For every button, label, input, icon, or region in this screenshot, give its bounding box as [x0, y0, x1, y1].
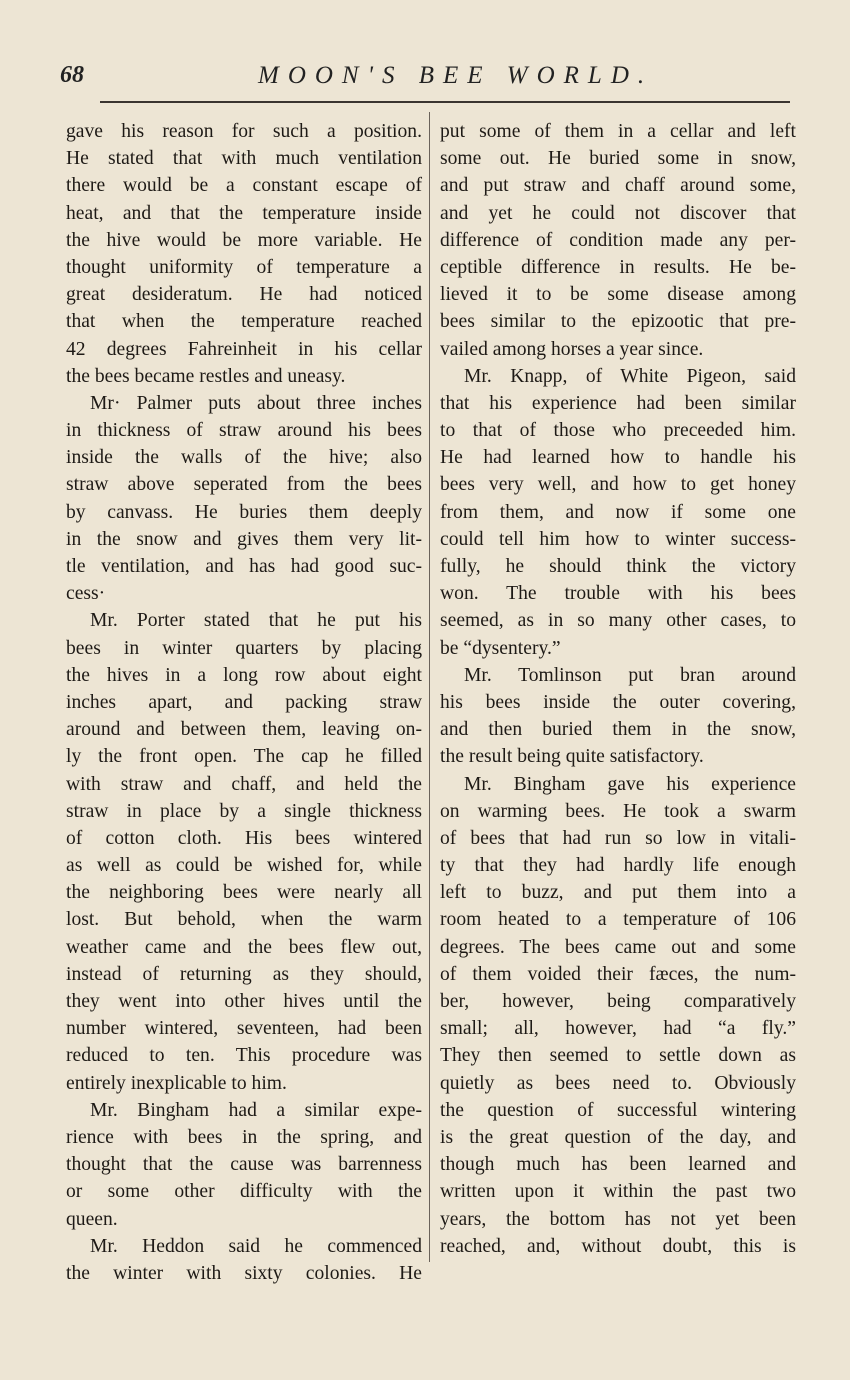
text-line: gave his reason for such a position. [66, 121, 422, 142]
text-line: Mr. Tomlinson put bran around [464, 664, 796, 686]
text-line: bees very well, and how to get honey [440, 474, 796, 496]
text-line: around and between them, leaving on- [66, 719, 422, 741]
text-line: small; all, however, had “a fly.” [440, 1018, 796, 1040]
text-line: thought that the cause was barrenness [66, 1154, 422, 1176]
text-line: is the great question of the day, and [440, 1126, 796, 1148]
text-line: thought uniformity of temperature a [66, 256, 422, 278]
text-line: Mr· Palmer puts about three inches [90, 392, 422, 414]
header-rule [100, 101, 790, 103]
text-line: bees similar to the epizootic that pre- [440, 311, 796, 333]
text-line: straw in place by a single thickness [66, 800, 422, 822]
text-line: tle ventilation, and has had good suc- [66, 556, 422, 577]
text-line: from them, and now if some one [440, 501, 796, 523]
text-line: and yet he could not discover that [440, 202, 796, 224]
text-line: lieved it to be some disease among [440, 284, 796, 306]
text-line: ly the front open. The cap he filled [66, 746, 422, 768]
text-line: Mr. Heddon said he commenced [90, 1235, 422, 1257]
text-line: the question of successful wintering [440, 1099, 796, 1121]
text-line: his bees inside the outer covering, [440, 691, 796, 713]
text-line: queen. [66, 1208, 118, 1230]
text-line: some out. He buried some in snow, [440, 148, 796, 170]
text-line: that his experience had been similar [440, 392, 796, 414]
text-line: reached, and, without doubt, this is [440, 1235, 796, 1257]
text-line: the neighboring bees were nearly all [66, 882, 422, 904]
text-line: the bees became restles and uneasy. [66, 365, 346, 387]
text-line: or some other difficulty with the [66, 1181, 422, 1203]
text-line: the hives in a long row about eight [66, 664, 422, 686]
text-line: room heated to a temperature of 106 [440, 909, 796, 931]
text-line: won. The trouble with his bees [440, 583, 796, 605]
text-line: straw above seperated from the bees [66, 474, 422, 496]
running-title: MOON'S BEE WORLD. [258, 62, 654, 89]
text-line: with straw and chaff, and held the [66, 773, 422, 795]
text-line: 42 degrees Fahreinheit in his cellar [66, 338, 422, 360]
text-line: entirely inexplicable to him. [66, 1072, 287, 1094]
page-number: 68 [60, 62, 84, 88]
text-line: Mr. Bingham had a similar expe- [90, 1099, 422, 1121]
text-line: written upon it within the past two [440, 1181, 796, 1203]
text-line: to that of those who preceeded him. [440, 420, 796, 442]
text-line: be “dysentery.” [440, 637, 561, 659]
text-line: they went into other hives until the [66, 991, 422, 1012]
text-line: vailed among horses a year since. [440, 338, 704, 360]
text-line: in the snow and gives them very lit- [66, 528, 422, 550]
text-line: Mr. Knapp, of White Pigeon, said [464, 365, 796, 387]
text-line: as well as could be wished for, while [66, 855, 422, 877]
text-line: years, the bottom has not yet been [440, 1208, 796, 1230]
text-line: inches apart, and packing straw [66, 691, 422, 713]
text-line: by canvass. He buries them deeply [66, 501, 422, 523]
text-line: fully, he should think the victory [440, 556, 796, 577]
text-line: and put straw and chaff around some, [440, 175, 796, 197]
text-line: reduced to ten. This procedure was [66, 1045, 422, 1067]
text-line: heat, and that the temperature inside [66, 202, 422, 224]
text-line: They then seemed to settle down as [440, 1045, 796, 1067]
text-line: could tell him how to winter success- [440, 528, 796, 550]
text-line: Mr. Bingham gave his experience [464, 773, 796, 795]
text-line: inside the walls of the hive; also [66, 447, 422, 469]
text-line: there would be a constant escape of [66, 175, 422, 197]
text-line: instead of returning as they should, [66, 963, 422, 985]
text-line: of them voided their fæces, the num- [440, 963, 796, 985]
text-line: the hive would be more variable. He [66, 229, 422, 251]
text-line: ceptible difference in results. He be- [440, 256, 796, 278]
text-line: put some of them in a cellar and left [440, 121, 796, 142]
column-divider [429, 112, 430, 1262]
text-line: of cotton cloth. His bees wintered [66, 827, 422, 849]
text-line: though much has been learned and [440, 1154, 796, 1176]
right-column [440, 118, 796, 1260]
text-line: in thickness of straw around his bees [66, 420, 422, 442]
text-line: He stated that with much ventilation [66, 148, 422, 170]
text-line: the winter with sixty colonies. He [66, 1262, 422, 1284]
text-line: number wintered, seventeen, had been [66, 1018, 422, 1040]
text-line: bees in winter quarters by placing [66, 637, 422, 659]
text-line: difference of condition made any per- [440, 229, 796, 251]
text-line: on warming bees. He took a swarm [440, 800, 796, 822]
text-line: great desideratum. He had noticed [66, 284, 422, 306]
text-line: left to buzz, and put them into a [440, 882, 796, 904]
text-line: He had learned how to handle his [440, 447, 796, 469]
page-header [60, 62, 800, 94]
text-line: rience with bees in the spring, and [66, 1126, 422, 1148]
text-line: that when the temperature reached [66, 311, 422, 333]
text-line: ty that they had hardly life enough [440, 855, 796, 877]
text-line: weather came and the bees flew out, [66, 936, 422, 958]
text-line: seemed, as in so many other cases, to [440, 610, 796, 632]
text-line: cess· [66, 583, 106, 605]
text-line: ber, however, being comparatively [440, 991, 796, 1012]
text-line: of bees that had run so low in vitali- [440, 827, 796, 849]
text-line: quietly as bees need to. Obviously [440, 1072, 796, 1094]
text-line: degrees. The bees came out and some [440, 936, 796, 958]
text-line: lost. But behold, when the warm [66, 909, 422, 931]
text-line: the result being quite satisfactory. [440, 746, 704, 768]
text-line: Mr. Porter stated that he put his [90, 610, 422, 632]
text-line: and then buried them in the snow, [440, 719, 796, 741]
left-column [66, 118, 422, 1287]
